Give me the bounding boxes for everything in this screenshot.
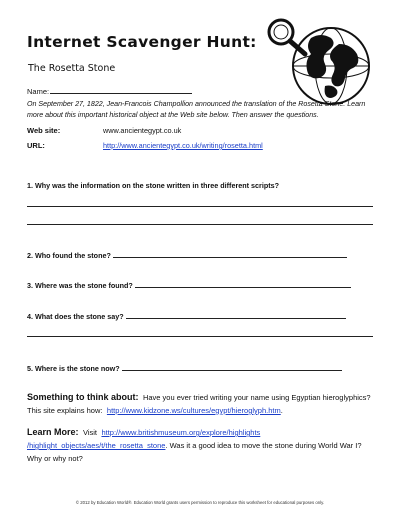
question-3: 3. Where was the stone found? <box>27 281 133 290</box>
answer-line[interactable] <box>126 311 346 319</box>
answer-line[interactable] <box>122 363 342 371</box>
website-label: Web site: <box>27 126 61 135</box>
copyright-footer: © 2012 by Education World®. Education World grants users permission to reproduce this worksheet for educational purposes only. <box>75 500 325 505</box>
question-4-row <box>27 311 346 321</box>
question-3-row <box>27 280 351 290</box>
answer-line[interactable] <box>113 250 347 258</box>
question-4: 4. What does the stone say? <box>27 312 124 321</box>
question-2: 2. Who found the stone? <box>27 251 111 260</box>
name-label: Name: <box>27 87 50 96</box>
british-museum-link[interactable]: http://www.britishmuseum.org/explore/highlights <box>101 428 261 437</box>
intro-paragraph: On September 27, 1822, Jean-Francois Champollion announced the translation of the Rosetta Stone. Learn more about this important historical object at the Web site below. Then answer the questions. <box>27 100 366 119</box>
url-label: URL: <box>27 141 45 150</box>
british-museum-link-continued[interactable]: /highlight_objects/aes/t/the_rosetta_stone <box>27 441 166 450</box>
learn-question: . Was it a good idea to move the stone during World War I? <box>165 441 362 450</box>
answer-line[interactable] <box>135 280 351 288</box>
hieroglyph-link[interactable]: http://www.kidzone.ws/cultures/egypt/hieroglyph.htm <box>106 406 281 415</box>
learn-more-heading: Learn More: <box>27 427 79 437</box>
answer-line[interactable] <box>27 336 373 337</box>
answer-line[interactable] <box>27 224 373 225</box>
answer-line[interactable] <box>27 206 373 207</box>
question-1: 1. Why was the information on the stone written in three different scripts? <box>27 181 279 190</box>
think-explain: This site explains how: <box>27 406 103 415</box>
url-link[interactable]: http://www.ancientegypt.co.uk/writing/rosetta.html <box>103 141 263 150</box>
worksheet-subtitle: The Rosetta Stone <box>28 63 116 74</box>
website-value: www.ancientegypt.co.uk <box>103 126 182 135</box>
think-question: Have you ever tried writing your name using Egyptian hieroglyphics? <box>142 393 371 402</box>
learn-why-text: Why or why not? <box>27 454 83 463</box>
think-heading: Something to think about: <box>27 392 139 402</box>
name-blank-line[interactable] <box>50 85 192 94</box>
globe-magnifier-icon <box>259 14 381 108</box>
think-section <box>27 390 375 416</box>
think-period: . <box>280 406 283 415</box>
question-5-row <box>27 363 342 373</box>
name-field-row <box>27 85 192 96</box>
learn-visit-text: Visit <box>82 428 98 437</box>
worksheet-title: Internet Scavenger Hunt: <box>27 33 257 51</box>
question-5: 5. Where is the stone now? <box>27 364 120 373</box>
learn-more-section <box>27 425 375 464</box>
question-2-row <box>27 250 347 260</box>
